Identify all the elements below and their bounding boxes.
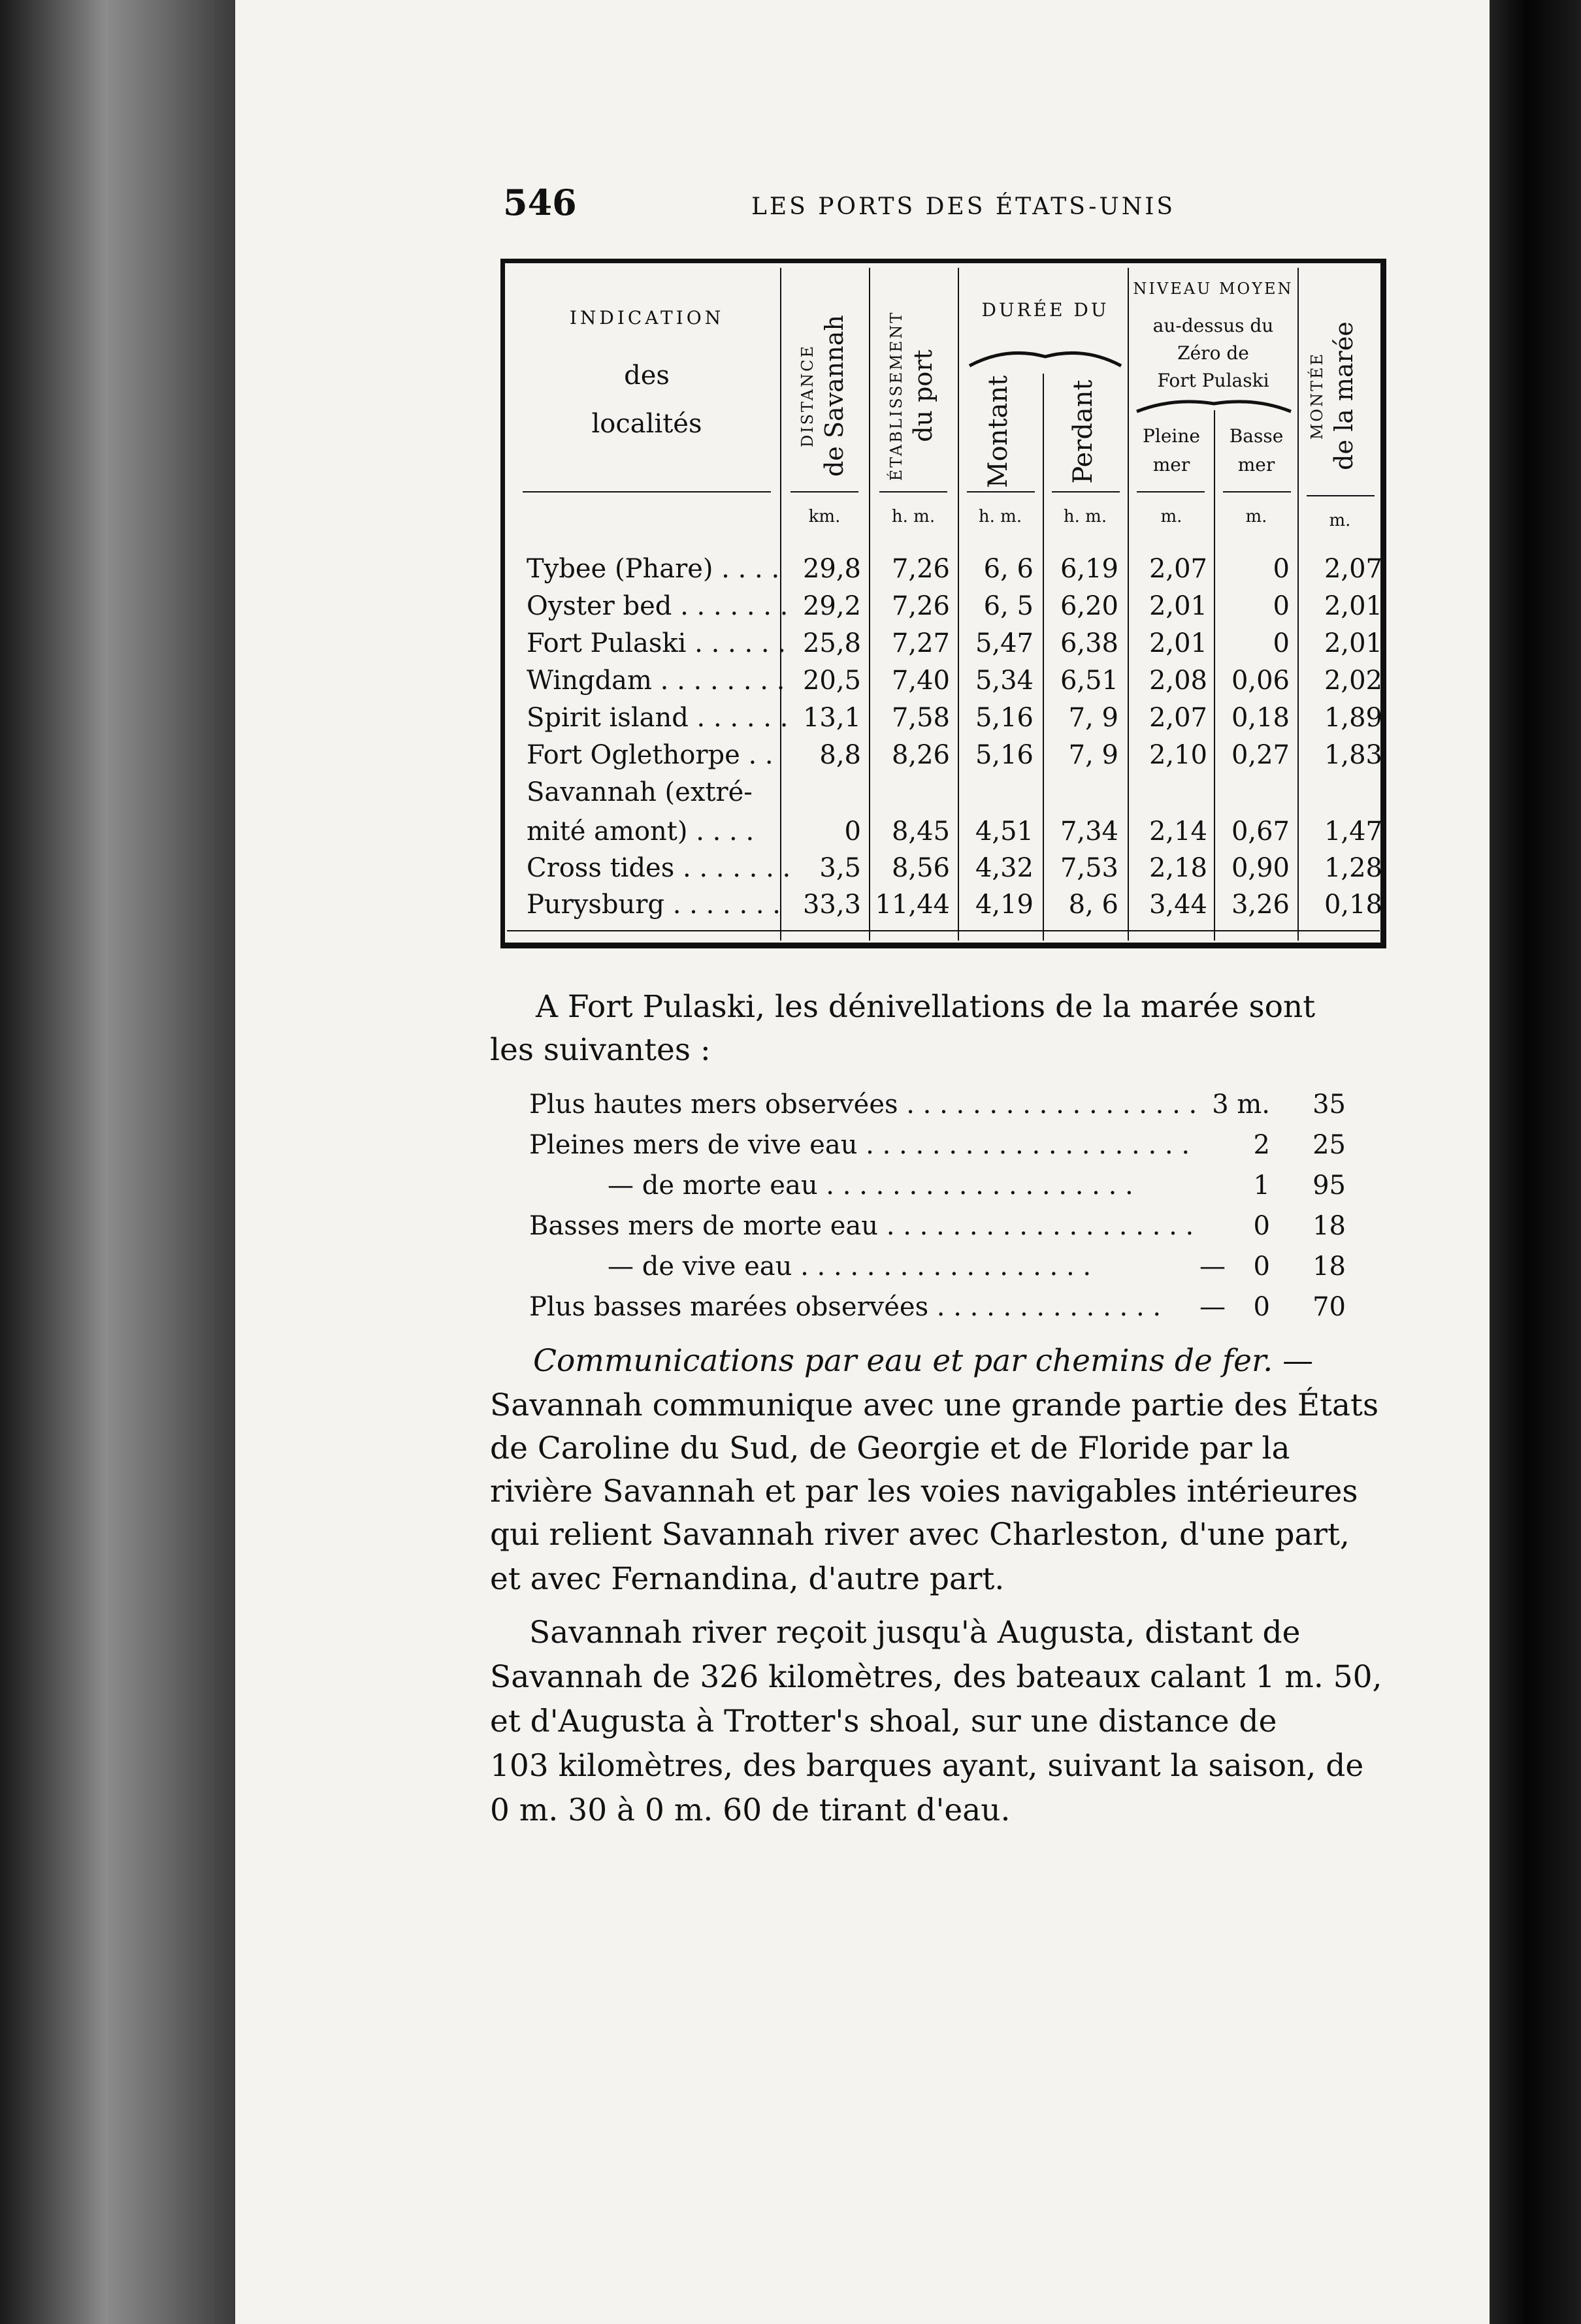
header-rule xyxy=(1223,491,1291,492)
header-perdant: Perdant xyxy=(1068,379,1098,484)
cell-basse-mer: 0,27 xyxy=(1231,740,1290,770)
header-montee xyxy=(1304,285,1364,507)
table-row xyxy=(0,777,1581,815)
table-row xyxy=(0,816,1581,854)
cell-locality: Fort Oglethorpe . . xyxy=(527,740,774,770)
cell-montee: 2,07 xyxy=(1324,554,1382,584)
unit-km: km. xyxy=(808,507,841,526)
para2-line: Savannah river reçoit jusqu'à Augusta, distant de xyxy=(529,1615,1301,1651)
cell-montant: 5,16 xyxy=(975,740,1034,770)
table-row xyxy=(0,666,1581,703)
cell-distance: 3,5 xyxy=(819,853,861,883)
cell-perdant: 6,38 xyxy=(1060,628,1118,658)
header-montee-small: MONTÉE xyxy=(1308,351,1326,440)
cell-etablissement: 7,58 xyxy=(891,703,950,733)
level-value-cm: 35 xyxy=(1312,1089,1346,1120)
cell-etablissement: 7,26 xyxy=(891,554,950,584)
level-label: — de morte eau . . . . . . . . . . . . . . . . . . . xyxy=(608,1170,1133,1201)
cell-distance: 13,1 xyxy=(802,703,861,733)
cell-perdant: 7, 9 xyxy=(1068,740,1118,770)
cell-montant: 5,47 xyxy=(975,628,1034,658)
intro-line-2: les suivantes : xyxy=(490,1032,711,1068)
cell-basse-mer: 0 xyxy=(1273,554,1290,584)
para1-line: qui relient Savannah river avec Charleston, d'une part, xyxy=(490,1517,1350,1553)
cell-etablissement: 8,45 xyxy=(891,816,950,847)
level-label: Basses mers de morte eau . . . . . . . . . . . . . . . . . . . xyxy=(529,1211,1194,1241)
niveau-brace-icon xyxy=(1134,396,1294,415)
header-distance xyxy=(794,278,855,513)
cell-perdant: 6,20 xyxy=(1060,591,1118,621)
cell-distance: 29,2 xyxy=(802,591,861,621)
header-distance-small: DISTANCE xyxy=(798,344,817,448)
header-basse-l1: Basse xyxy=(1229,425,1284,447)
cell-locality: Oyster bed . . . . . . . xyxy=(527,591,789,621)
table-row xyxy=(0,890,1581,928)
table-row xyxy=(0,740,1581,778)
cell-pleine-mer: 2,18 xyxy=(1149,853,1207,883)
page-number: 546 xyxy=(503,182,577,223)
cell-locality: Savannah (extré- xyxy=(527,777,753,807)
cell-montant: 4,32 xyxy=(975,853,1034,883)
header-niveau-l2: Zéro de xyxy=(1177,342,1249,364)
header-etab-big: du port xyxy=(909,349,937,442)
header-etablissement xyxy=(883,278,943,513)
running-title: LES PORTS DES ÉTATS-UNIS xyxy=(751,193,1176,220)
table-row xyxy=(0,628,1581,666)
cell-basse-mer: 0,06 xyxy=(1231,666,1290,696)
level-value-m: 0 xyxy=(1253,1251,1270,1282)
unit-basse: m. xyxy=(1245,507,1267,526)
cell-montant: 6, 6 xyxy=(983,554,1034,584)
header-rule xyxy=(1137,491,1205,492)
cell-pleine-mer: 3,44 xyxy=(1149,890,1207,920)
cell-montee: 1,47 xyxy=(1324,816,1382,847)
cell-perdant: 7, 9 xyxy=(1068,703,1118,733)
unit-etab: h. m. xyxy=(891,507,936,526)
cell-distance: 29,8 xyxy=(802,554,861,584)
scan-right-gutter xyxy=(1490,0,1581,2324)
cell-montee: 1,28 xyxy=(1324,853,1382,883)
header-niveau-l1: au-dessus du xyxy=(1152,315,1274,336)
para2-line: Savannah de 326 kilomètres, des bateaux calant 1 m. 50, xyxy=(490,1659,1382,1695)
level-value-m: 2 xyxy=(1253,1130,1270,1160)
cell-basse-mer: 0,67 xyxy=(1231,816,1290,847)
cell-locality: mité amont) . . . . xyxy=(527,816,755,847)
cell-etablissement: 7,40 xyxy=(891,666,950,696)
cell-locality: Tybee (Phare) . . . . xyxy=(527,554,780,584)
cell-pleine-mer: 2,01 xyxy=(1149,591,1207,621)
para2-line: 103 kilomètres, des barques ayant, suivant la saison, de xyxy=(490,1748,1364,1784)
header-duree: DURÉE DU xyxy=(981,299,1109,321)
cell-distance: 33,3 xyxy=(802,890,861,920)
unit-perdant: h. m. xyxy=(1063,507,1107,526)
cell-perdant: 8, 6 xyxy=(1068,890,1118,920)
para1-line: de Caroline du Sud, de Georgie et de Floride par la xyxy=(490,1430,1290,1466)
table-row xyxy=(0,853,1581,891)
cell-etablissement: 7,26 xyxy=(891,591,950,621)
table-row xyxy=(0,703,1581,741)
cell-etablissement: 7,27 xyxy=(891,628,950,658)
cell-basse-mer: 3,26 xyxy=(1231,890,1290,920)
cell-perdant: 6,19 xyxy=(1060,554,1118,584)
header-etab-small: ÉTABLISSEMENT xyxy=(887,310,905,481)
level-label: — de vive eau . . . . . . . . . . . . . . . . . . xyxy=(608,1251,1092,1282)
header-niveau-small: NIVEAU MOYEN xyxy=(1133,280,1294,298)
intro-line-1: A Fort Pulaski, les dénivellations de la marée sont xyxy=(536,989,1316,1025)
header-des: des xyxy=(624,361,670,391)
unit-montant: h. m. xyxy=(978,507,1022,526)
cell-locality: Purysburg . . . . . . . xyxy=(527,890,781,920)
cell-basse-mer: 0 xyxy=(1273,591,1290,621)
cell-montee: 2,02 xyxy=(1324,666,1382,696)
cell-montant: 4,51 xyxy=(975,816,1034,847)
cell-distance: 20,5 xyxy=(802,666,861,696)
header-rule xyxy=(523,491,771,492)
unit-montee: m. xyxy=(1329,511,1351,530)
cell-basse-mer: 0,90 xyxy=(1231,853,1290,883)
header-basse-mer xyxy=(1215,422,1297,479)
cell-montant: 5,34 xyxy=(975,666,1034,696)
cell-montant: 4,19 xyxy=(975,890,1034,920)
para1-line: Savannah communique avec une grande partie des États xyxy=(490,1387,1379,1423)
scan-left-margin xyxy=(0,0,235,2324)
level-value-m: 0 xyxy=(1253,1211,1270,1241)
header-montee-big: de la marée xyxy=(1329,321,1358,470)
para1-heading: Communications par eau et par chemins de fer. — xyxy=(533,1343,1314,1379)
cell-distance: 0 xyxy=(844,816,861,847)
level-value-m: 1 xyxy=(1253,1170,1270,1201)
cell-montant: 5,16 xyxy=(975,703,1034,733)
level-value-cm: 18 xyxy=(1312,1251,1346,1282)
table-row xyxy=(0,591,1581,629)
header-distance-big: de Savannah xyxy=(820,315,849,477)
cell-pleine-mer: 2,07 xyxy=(1149,554,1207,584)
level-value-cm: 70 xyxy=(1312,1292,1346,1322)
cell-locality: Cross tides . . . . . . . xyxy=(527,853,791,883)
cell-pleine-mer: 2,14 xyxy=(1149,816,1207,847)
level-value-cm: 18 xyxy=(1312,1211,1346,1241)
cell-perdant: 7,34 xyxy=(1060,816,1118,847)
cell-pleine-mer: 2,01 xyxy=(1149,628,1207,658)
header-pleine-l1: Pleine xyxy=(1143,425,1200,447)
cell-locality: Wingdam . . . . . . . . xyxy=(527,666,785,696)
cell-perdant: 6,51 xyxy=(1060,666,1118,696)
level-label: Plus hautes mers observées . . . . . . . . . . . . . . . . . . xyxy=(529,1089,1198,1120)
header-basse-l2: mer xyxy=(1237,454,1275,476)
level-label: Plus basses marées observées . . . . . . . . . . . . . . xyxy=(529,1292,1162,1322)
cell-etablissement: 8,26 xyxy=(891,740,950,770)
header-niveau-l3: Fort Pulaski xyxy=(1157,370,1269,391)
level-label: Pleines mers de vive eau . . . . . . . . . . . . . . . . . . . . xyxy=(529,1130,1190,1160)
level-sign: — xyxy=(1199,1292,1226,1322)
cell-etablissement: 11,44 xyxy=(875,890,950,920)
header-niveau-block xyxy=(1128,312,1299,395)
level-value-m: 3 m. xyxy=(1212,1089,1270,1120)
cell-etablissement: 8,56 xyxy=(891,853,950,883)
cell-montee: 1,89 xyxy=(1324,703,1382,733)
cell-montant: 6, 5 xyxy=(983,591,1034,621)
cell-montee: 2,01 xyxy=(1324,628,1382,658)
para2-line: 0 m. 30 à 0 m. 60 de tirant d'eau. xyxy=(490,1792,1011,1828)
header-localites: localités xyxy=(591,409,702,439)
cell-pleine-mer: 2,08 xyxy=(1149,666,1207,696)
level-value-m: 0 xyxy=(1253,1292,1270,1322)
header-pleine-l2: mer xyxy=(1152,454,1190,476)
table-rule xyxy=(507,930,1380,931)
cell-locality: Fort Pulaski . . . . . . xyxy=(527,628,787,658)
cell-pleine-mer: 2,07 xyxy=(1149,703,1207,733)
unit-pleine: m. xyxy=(1160,507,1182,526)
cell-montee: 2,01 xyxy=(1324,591,1382,621)
cell-montee: 0,18 xyxy=(1324,890,1382,920)
level-value-cm: 25 xyxy=(1312,1130,1346,1160)
cell-basse-mer: 0,18 xyxy=(1231,703,1290,733)
para1-line: et avec Fernandina, d'autre part. xyxy=(490,1561,1005,1597)
para2-line: et d'Augusta à Trotter's shoal, sur une distance de xyxy=(490,1703,1277,1739)
cell-distance: 25,8 xyxy=(802,628,861,658)
header-montant: Montant xyxy=(983,375,1013,489)
para1-line: rivière Savannah et par les voies navigables intérieures xyxy=(490,1474,1358,1509)
header-indication: INDICATION xyxy=(569,307,725,329)
cell-basse-mer: 0 xyxy=(1273,628,1290,658)
level-value-cm: 95 xyxy=(1312,1170,1346,1201)
cell-distance: 8,8 xyxy=(819,740,861,770)
cell-montee: 1,83 xyxy=(1324,740,1382,770)
header-pleine-mer xyxy=(1129,422,1214,479)
cell-perdant: 7,53 xyxy=(1060,853,1118,883)
level-sign: — xyxy=(1199,1251,1226,1282)
cell-pleine-mer: 2,10 xyxy=(1149,740,1207,770)
cell-locality: Spirit island . . . . . . xyxy=(527,703,789,733)
table-row xyxy=(0,554,1581,592)
